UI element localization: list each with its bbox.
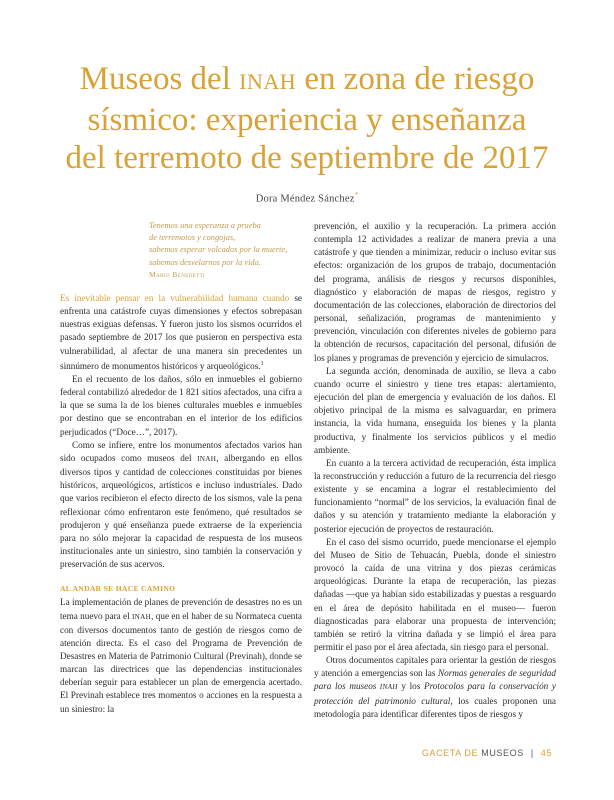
- title-part2: en zona de riesgo: [296, 61, 535, 97]
- epigraph-line: de terremotos y congojas,: [149, 233, 236, 243]
- paragraph-text: , los cuales proponen una metodología para identificar diferentes tipos de riesgos y: [314, 695, 556, 719]
- paragraph: [60, 596, 302, 715]
- left-column: [60, 220, 302, 716]
- author-footnote-mark: *: [354, 191, 359, 199]
- epigraph: [149, 220, 309, 281]
- paragraph: En el recuento de los daños, sólo en inmuebles el gobierno federal contabilizó alrededor de 1 821 sitios afectados, una cifra a la que se suma la de los bienes culturales muebles e inmuebles por destino que se encontraban en el interior de los edificios perjudicados (“Doce…”, 2017).: [60, 374, 302, 437]
- epigraph-line: sabemos esperar volcados por la muerte,: [149, 245, 288, 255]
- epigraph-author: Mario Benedetti: [149, 269, 206, 279]
- paragraph-text: , que en el haber de su Normateca cuenta con diversos documentos tanto de gestión de riesgos como de atención directa. Es el caso del Programa de Prevención de Desastres en Materia de Patrimonio Cultural (Previnah), donde se marcan las directrices que las dependencias institucionales deberían seguir para establecer un plan de emergencia acertado. El Previnah establece tres momentos o acciones en la respuesta a un siniestro: la: [60, 610, 302, 714]
- page-footer: [422, 748, 552, 758]
- epigraph-line: Tenemos una esperanza a prueba: [149, 221, 261, 230]
- magazine-name-part: MUSEOS: [481, 748, 524, 758]
- paragraph: prevención, el auxilio y la recuperación. La primera acción contempla 12 actividades a realizar de manera previa a una catástrofe y que tienden a minimizar, reducir o incluso evitar sus efectos: organización de los grupos de trabajo, documentación del programa, análisis de riesgos y recursos disponibles, diagnóstico y elaboración de mapas de riesgos, registro y documentación de las colecciones, elaboración de directorios del personal, señalización, programas de mantenimiento y prevención, vinculación con diferentes niveles de gobierno para la obtención de recursos, capacitación del personal, difusión de los planes y programas de prevención y ejercicio de simulacros.: [314, 221, 556, 363]
- paragraph-text: se enfrenta una catástrofe cuyas dimensiones y efectos sobrepasan nuestras exiguas defensas. Y fueron justo los sismos ocurridos el pasado septiembre de 2017 los que pusieron en perspectiva esta vulnerabilidad, al afectar de una manera sin precedentes un sinnúmero de monumentos históricos y arqueológicos.: [60, 293, 303, 371]
- paragraph: [314, 654, 556, 721]
- paragraph: [60, 292, 302, 373]
- paragraph-text: , albergando en ellos diversos tipos y cantidad de colecciones constituidas por bienes históricos, arqueológicos, artísticos e incluso industriales. Dado que varios recibieron el efecto directo de los sismos, vale la pena reflexionar cómo enfrentaron este fenómeno, qué resultados se produjeron y qué enseñanza puede extraerse de la experiencia para no sólo mejorar la capacidad de respuesta de los museos institucionales ante un siniestro, sino también la conservación y preservación de sus acervos.: [60, 452, 302, 570]
- lead-in-text: Es inevitable pensar en la vulnerabilidad humana cuando: [60, 293, 290, 304]
- magazine-name-part: GACETA DE: [421, 748, 482, 758]
- right-column: [314, 220, 556, 721]
- title-part1: Museos del: [79, 61, 240, 97]
- document-title: Protocolos para la conservación y protección del patrimonio cultural: [314, 681, 556, 706]
- paragraph: [60, 439, 302, 572]
- paragraph: En cuanto a la tercera actividad de recuperación, ésta implica la reconstrucción y reducción a futuro de la recurrencia del riesgo existente y se encamina a lograr el restablecimiento del funcionamiento “normal” de los servicios, la evaluación final de daños y su atención y tratamiento mediante la elaboración y posterior ejecución de proyectos de restauración.: [314, 457, 556, 534]
- footnote-ref: 1: [260, 360, 264, 367]
- title-inah: INAH: [239, 69, 297, 94]
- paragraph: En el caso del sismo ocurrido, puede mencionarse el ejemplo del Museo de Sitio de Tehuacán, Puebla, donde el siniestro provocó la caída de una vitrina y dos piezas cerámicas arqueológicas. Durante la etapa de recuperación, las piezas dañadas —que ya habían sido estabilizadas y puestas a resguardo en el área de depósito habilitada en el museo— fueron diagnosticadas para elaborar una propuesta de intervención; también se retiró la vitrina dañada y se limpió el área para permitir el paso por el área afectada, sin riesgo para el personal.: [314, 536, 556, 652]
- paragraph-text: y los: [397, 681, 424, 692]
- section-subheading: AL ANDAR SE HACE CAMINO: [60, 584, 176, 594]
- institution-abbr: INAH: [197, 454, 217, 463]
- author-byline: [0, 191, 614, 205]
- footer-separator: |: [530, 748, 534, 758]
- author-name: Dora Méndez Sánchez: [255, 193, 355, 205]
- institution-abbr: INAH: [376, 683, 398, 692]
- paragraph-text: La implementación de planes de prevención de desastres no es un tema nuevo para el: [60, 597, 302, 621]
- title-line-2: sísmico: experiencia y enseñanza: [87, 102, 527, 138]
- article-title: [30, 60, 584, 177]
- page-number: 45: [540, 748, 552, 758]
- paragraph-text: Como se infiere, entre los monumentos afectados varios han sido ocupados como museos del: [60, 439, 302, 463]
- institution-abbr: INAH: [131, 612, 152, 621]
- title-line-1: [30, 60, 584, 101]
- epigraph-line: sabemos desvelarnos por la vida.: [149, 257, 261, 267]
- title-line-3: del terremoto de septiembre de 2017: [65, 140, 549, 176]
- document-title: Normas generales de seguridad para los museos: [314, 668, 556, 692]
- paragraph: La segunda acción, denominada de auxilio, se lleva a cabo cuando ocurre el siniestro y tiene tres etapas: alertamiento, ejecución del plan de emergencia y evaluación de los daños. El objetivo principal de la misma es salvaguardar, en primera instancia, la vida humana, enseguida los bienes y la planta productiva, y finalmente los servicios públicos y el medio ambiente.: [314, 365, 556, 455]
- paragraph-text: Otros documentos capitales para orientar la gestión de riesgos y atención a emergencias son las: [314, 655, 556, 679]
